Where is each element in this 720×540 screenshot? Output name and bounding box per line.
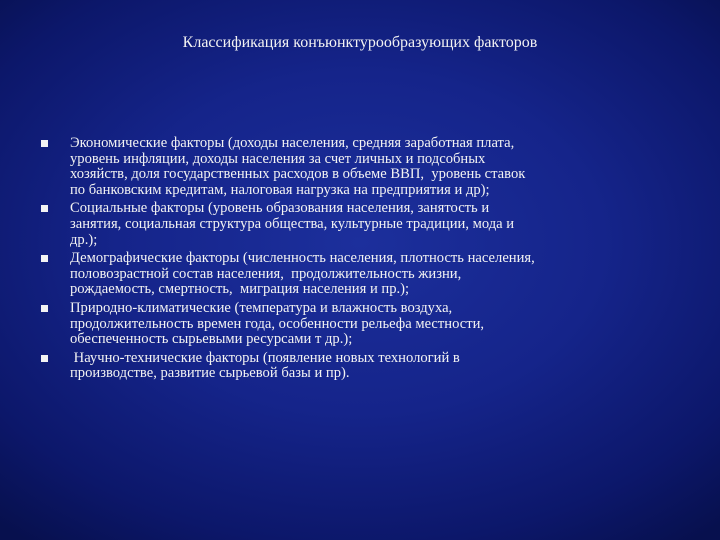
slide-title: Классификация конъюнктурообразующих факторов: [182, 34, 538, 51]
list-item-climatic: [40, 301, 690, 348]
square-bullet-icon: [41, 305, 48, 312]
square-bullet-icon: [41, 140, 48, 147]
square-bullet-icon: [41, 255, 48, 262]
list-item-text: Демографические факторы (численность населения, плотность населения, половозрастной состав населения, продолжительность жизни, рождаемость, смертность, миграция населения и пр.);: [70, 250, 535, 298]
list-item-technical: [40, 351, 690, 382]
list-item-social: [40, 201, 690, 248]
list-item-text: Научно-технические факторы (появление новых технологий в производстве, развитие сырьевой базы и пр).: [70, 349, 460, 382]
list-item-economic: [40, 136, 690, 198]
square-bullet-icon: [41, 205, 48, 212]
factor-list: [40, 136, 690, 385]
list-item-text: Социальные факторы (уровень образования населения, занятость и занятия, социальная структура общества, культурные традиции, мода и др.);: [70, 200, 515, 248]
list-item-demographic: [40, 251, 690, 298]
square-bullet-icon: [41, 355, 48, 362]
list-item-text: Природно-климатические (температура и влажность воздуха, продолжительность времен года, особенности рельефа местности, обеспеченность сырьевыми ресурсами т др.);: [70, 299, 485, 348]
list-item-text: Экономические факторы (доходы населения, средняя заработная плата, уровень инфляции, доходы населения за счет личных и подсобных хозяйств, доля государственных расходов в объеме ВВП, уровень ставок по банковским кредитам, налоговая нагрузка на предприятия и др);: [70, 135, 526, 198]
